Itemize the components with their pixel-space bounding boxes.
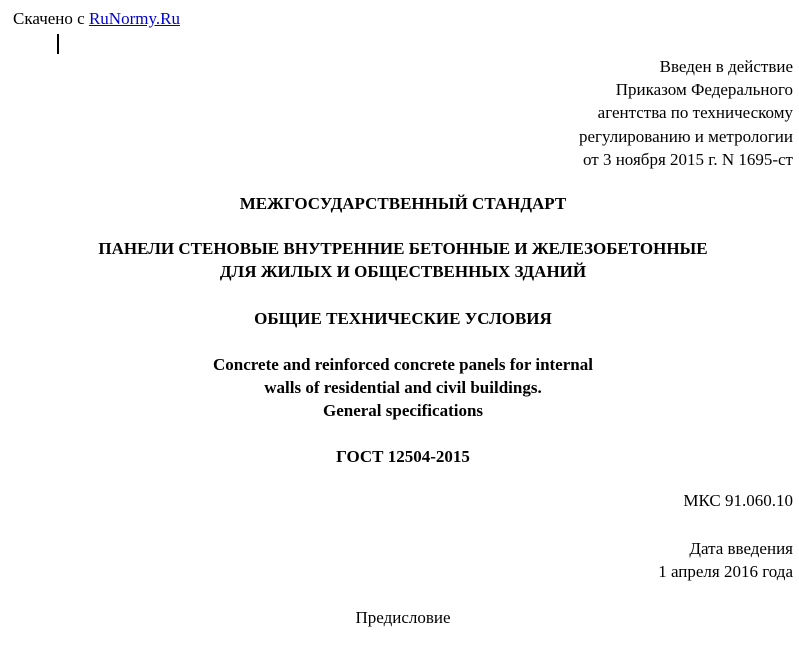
mks-code: МКС 91.060.10 [683, 491, 793, 510]
gost-number: ГОСТ 12504-2015 [336, 447, 470, 466]
interstate-standard-heading: МЕЖГОСУДАРСТВЕННЫЙ СТАНДАРТ [239, 194, 567, 213]
english-title-line: Concrete and reinforced concrete panels for internal [213, 355, 593, 374]
document-title-line: ПАНЕЛИ СТЕНОВЫЕ ВНУТРЕННИЕ БЕТОННЫЕ И ЖЕЛЕЗОБЕТОННЫЕ [98, 239, 708, 258]
enactment-line: Введен в действие [659, 57, 793, 76]
effective-date-value: 1 апреля 2016 года [658, 562, 793, 582]
general-conditions-heading: ОБЩИЕ ТЕХНИЧЕСКИЕ УСЛОВИЯ [254, 309, 552, 328]
document-title [0, 237, 799, 283]
english-title [0, 353, 799, 422]
text-cursor [57, 34, 59, 54]
effective-date [658, 537, 793, 583]
english-title-line: General specifications [322, 401, 484, 420]
source-prefix: Скачено с [13, 9, 89, 28]
enactment-line: от 3 ноября 2015 г. N 1695-ст [583, 149, 793, 169]
source-link[interactable]: RuNormy.Ru [88, 9, 180, 28]
enactment-line: регулированию и метрологии [578, 126, 793, 146]
effective-date-label: Дата введения [689, 539, 793, 558]
enactment-line: Приказом Федерального [615, 80, 793, 100]
enactment-line: агентства по техническому [597, 103, 793, 123]
foreword-heading: Предисловие [355, 608, 451, 627]
enactment-note [579, 55, 793, 171]
document-title-line: ДЛЯ ЖИЛЫХ И ОБЩЕСТВЕННЫХ ЗДАНИЙ [219, 262, 587, 281]
english-title-line: walls of residential and civil buildings. [264, 378, 542, 397]
source-line [13, 8, 180, 30]
